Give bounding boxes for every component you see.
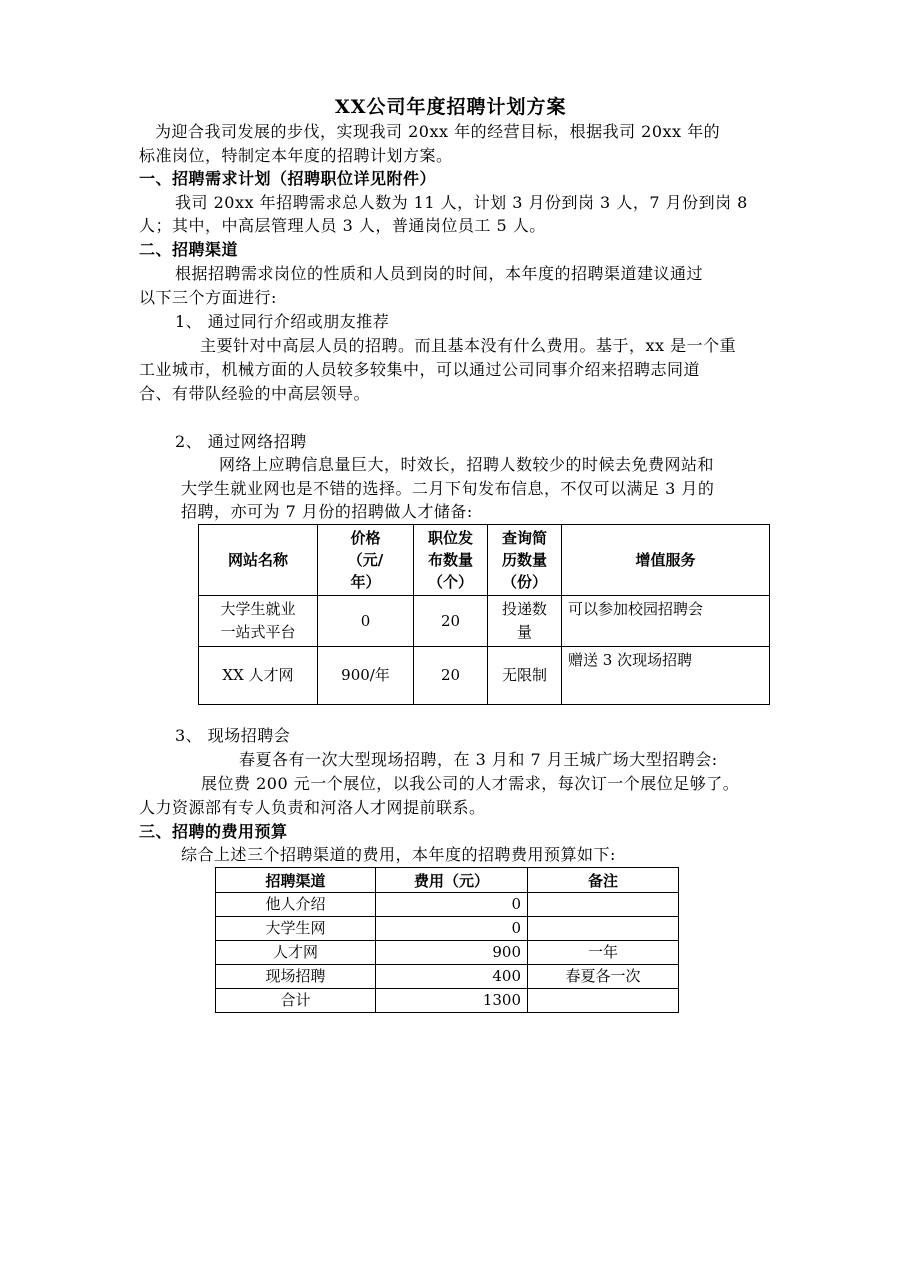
table-cell: 0 [376, 917, 528, 941]
table-row [216, 917, 679, 941]
paragraph-line: 我司 20xx 年招聘需求总人数为 11 人，计划 3 月份到岗 3 人，7 月份到岗 8 [175, 193, 748, 212]
intro-line: 为迎合我司发展的步伐，实现我司 20xx 年的经营目标，根据我司 20xx 年的 [155, 122, 721, 141]
website-comparison-table [198, 524, 770, 705]
document-title: XX公司年度招聘计划方案 [335, 96, 567, 118]
table-cell: 无限制 [488, 647, 562, 705]
paragraph-line: 大学生就业网也是不错的选择。二月下旬发布信息，不仅可以满足 3 月的 [181, 479, 715, 498]
table-cell: 赠送 3 次现场招聘 [562, 647, 770, 705]
table-row [199, 647, 770, 705]
table-row [216, 965, 679, 989]
table-cell [528, 989, 679, 1013]
table-cell: 投递数 量 [488, 596, 562, 647]
paragraph-line: 根据招聘需求岗位的性质和人员到岗的时间，本年度的招聘渠道建议通过 [175, 264, 704, 283]
paragraph-line: 主要针对中高层人员的招聘。而且基本没有什么费用。基于，xx 是一个重 [200, 336, 737, 355]
table-row [216, 989, 679, 1013]
table-cell [528, 917, 679, 941]
table-cell: 大学生就业 一站式平台 [199, 596, 318, 647]
intro-line: 标准岗位，特制定本年度的招聘计划方案。 [139, 146, 453, 165]
table-cell: 合计 [216, 989, 376, 1013]
channel-title: 2、 通过网络招聘 [175, 432, 307, 451]
table-cell: 900 [376, 941, 528, 965]
table-cell: 0 [376, 893, 528, 917]
paragraph-line: 招聘，亦可为 7 月份的招聘做人才储备: [181, 502, 473, 521]
paragraph-line: 工业城市，机械方面的人员较多较集中，可以通过公司同事介绍来招聘志同道 [139, 360, 701, 379]
paragraph-line: 综合上述三个招聘渠道的费用，本年度的招聘费用预算如下: [181, 845, 616, 864]
table-header-row [216, 868, 679, 893]
table-cell: 春夏各一次 [528, 965, 679, 989]
paragraph-line: 以下三个方面进行: [139, 288, 277, 307]
table-header-cell: 备注 [528, 868, 679, 893]
paragraph-line: 展位费 200 元一个展位，以我公司的人才需求，每次订一个展位足够了。 [201, 774, 740, 793]
paragraph-line: 网络上应聘信息量巨大，时效长，招聘人数较少的时候去免费网站和 [219, 455, 715, 474]
table-row [216, 893, 679, 917]
table-row [216, 941, 679, 965]
section-heading: 一、招聘需求计划（招聘职位详见附件） [139, 169, 437, 188]
table-cell [528, 893, 679, 917]
table-cell: 可以参加校园招聘会 [562, 596, 770, 647]
table-header-cell: 招聘渠道 [216, 868, 376, 893]
table-cell: 大学生网 [216, 917, 376, 941]
table-header-row [199, 525, 770, 596]
table-header-cell: 网站名称 [199, 525, 318, 596]
table-header-cell: 职位发 布数量 （个） [414, 525, 488, 596]
paragraph-line: 人力资源部有专人负责和河洛人才网提前联系。 [139, 798, 486, 817]
budget-table [215, 867, 679, 1013]
table-header-cell: 查询简 历数量 （份） [488, 525, 562, 596]
table-cell: 他人介绍 [216, 893, 376, 917]
table-header-cell: 费用（元） [376, 868, 528, 893]
table-cell: 900/年 [318, 647, 414, 705]
table-cell: 一年 [528, 941, 679, 965]
channel-title: 3、 现场招聘会 [175, 726, 291, 745]
table-row [199, 596, 770, 647]
paragraph-line: 人；其中，中高层管理人员 3 人，普通岗位员工 5 人。 [139, 216, 546, 235]
table-header-cell: 价格 （元/ 年） [318, 525, 414, 596]
paragraph-line: 合、有带队经验的中高层领导。 [139, 384, 371, 403]
table-cell: XX 人才网 [199, 647, 318, 705]
table-cell: 0 [318, 596, 414, 647]
table-cell: 20 [414, 647, 488, 705]
channel-title: 1、 通过同行介绍或朋友推荐 [175, 312, 390, 331]
table-cell: 现场招聘 [216, 965, 376, 989]
table-cell: 人才网 [216, 941, 376, 965]
section-heading: 三、招聘的费用预算 [139, 822, 288, 841]
table-cell: 400 [376, 965, 528, 989]
section-heading: 二、招聘渠道 [139, 240, 239, 259]
table-cell: 1300 [376, 989, 528, 1013]
table-cell: 20 [414, 596, 488, 647]
paragraph-line: 春夏各有一次大型现场招聘，在 3 月和 7 月王城广场大型招聘会: [239, 750, 718, 769]
table-header-cell: 增值服务 [562, 525, 770, 596]
